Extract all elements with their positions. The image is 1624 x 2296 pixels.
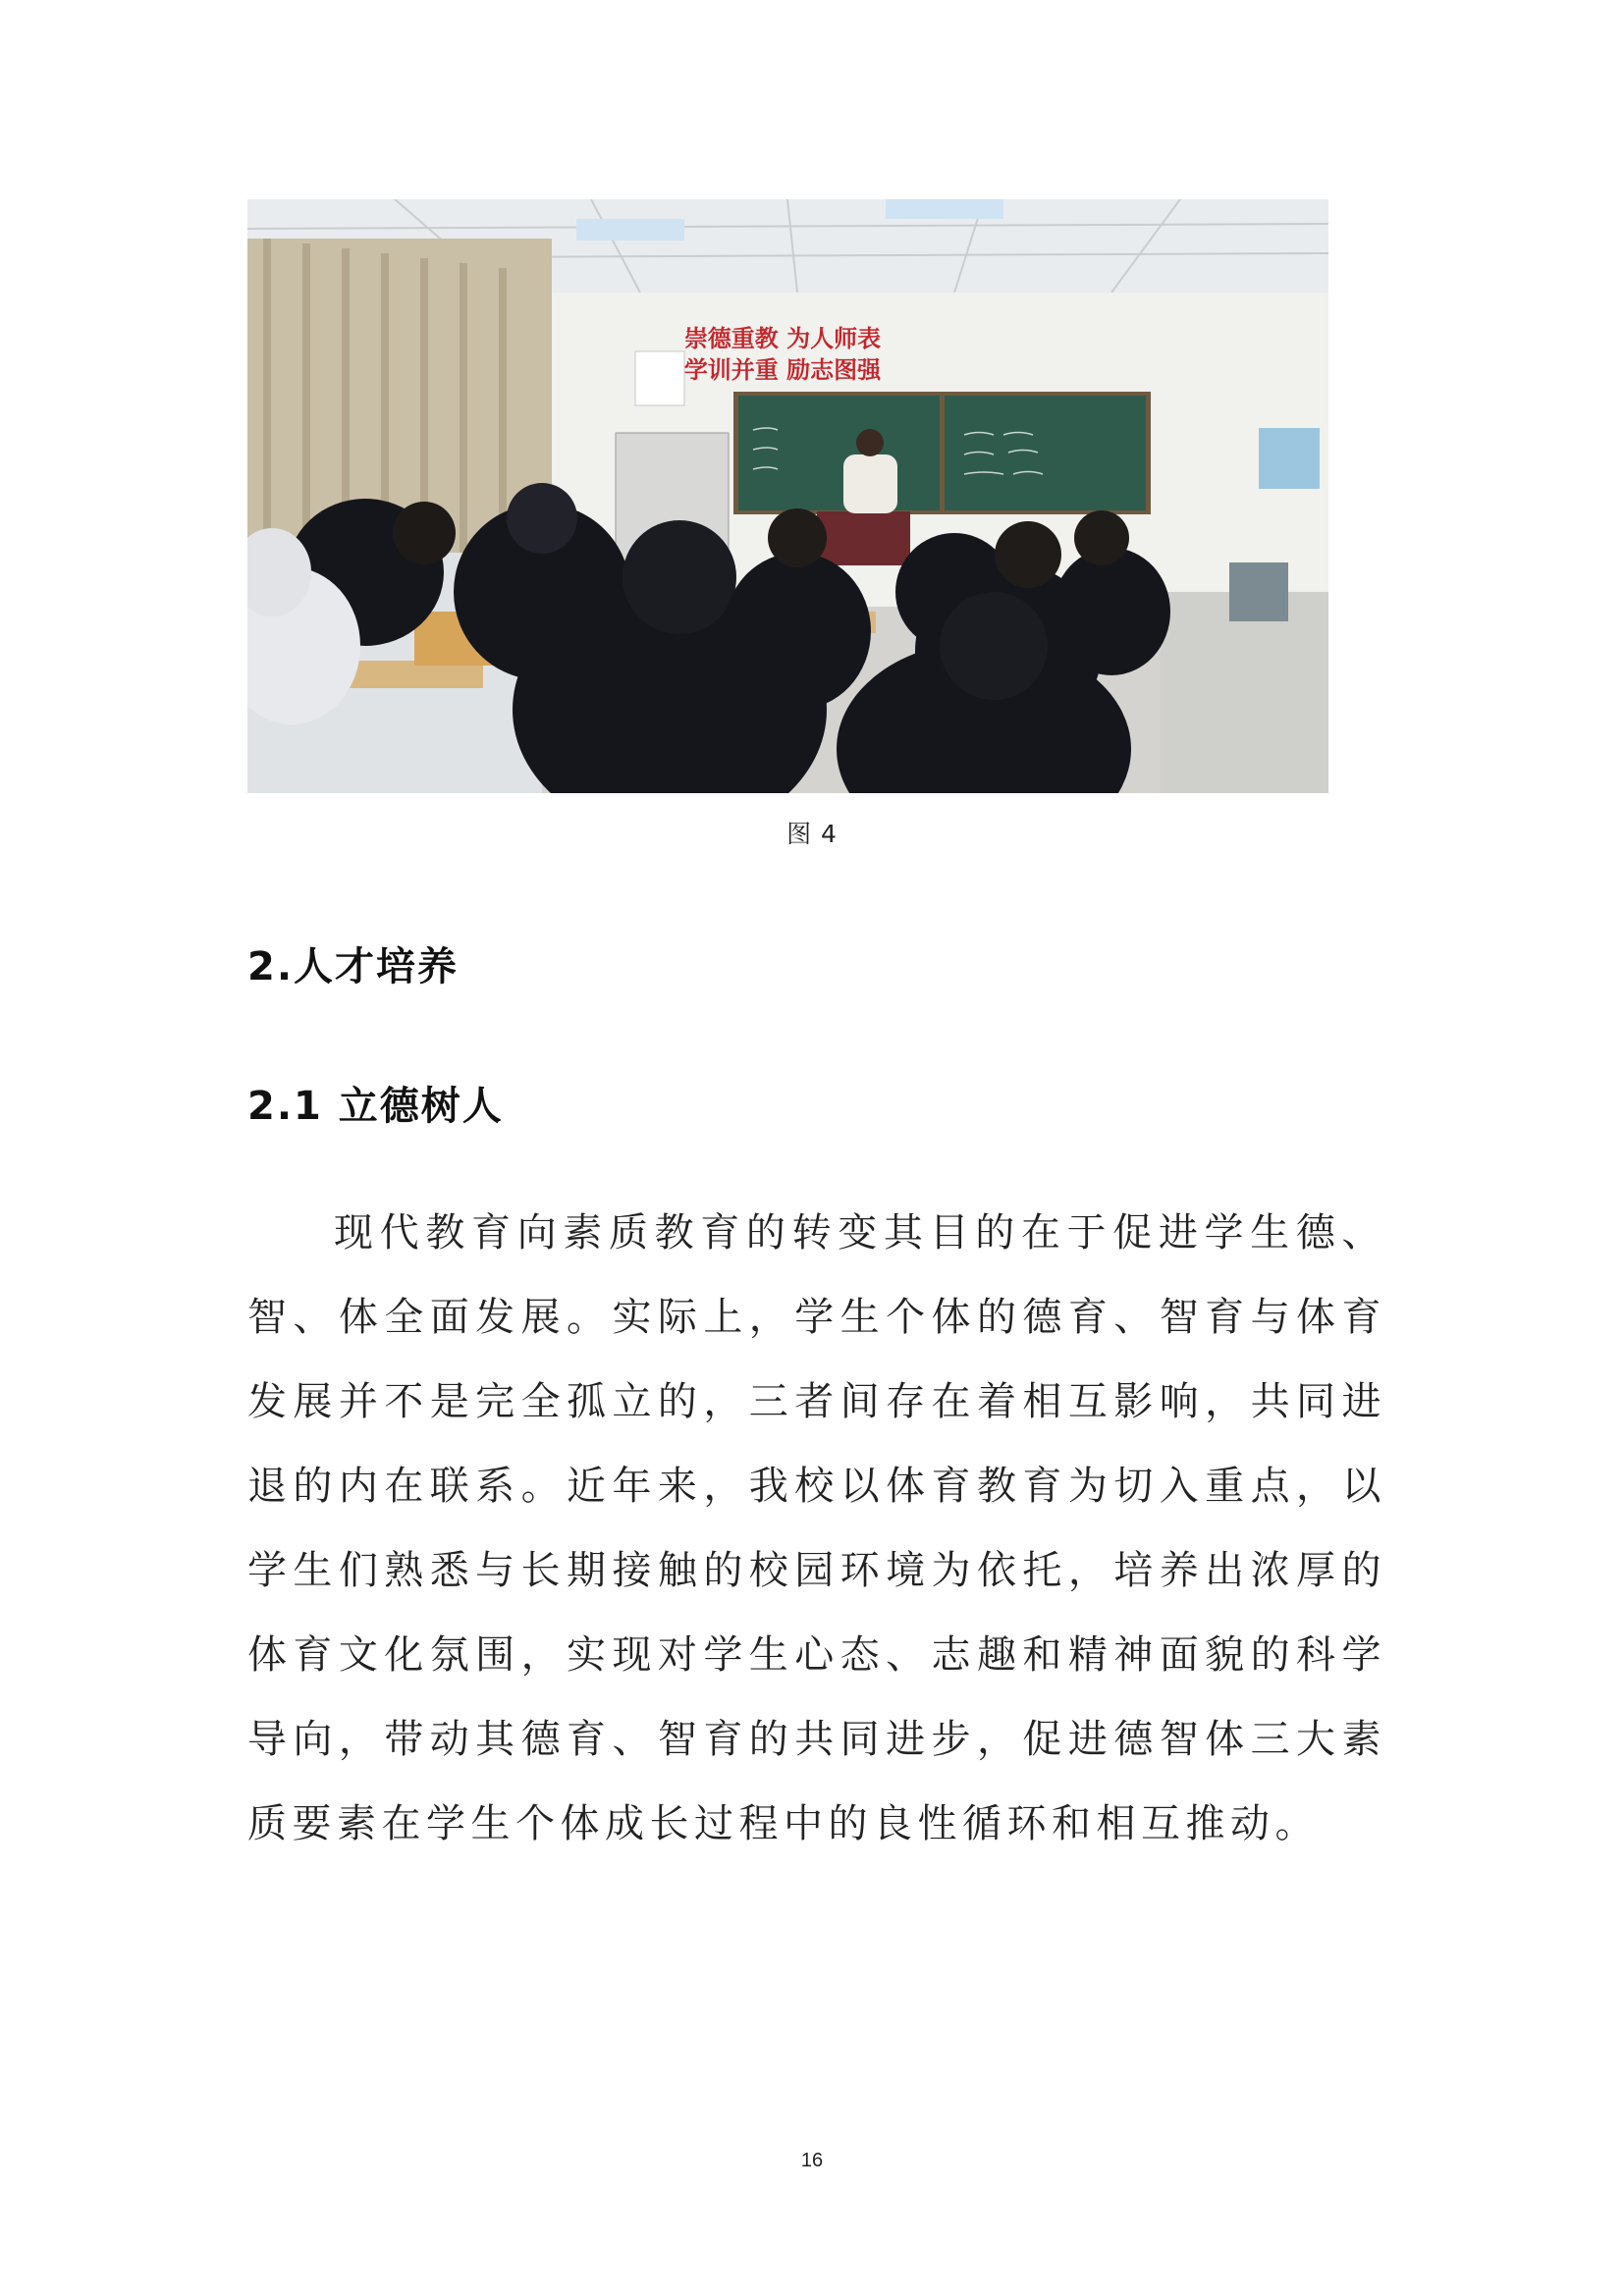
section-heading: 2.人才培养: [247, 944, 460, 989]
classroom-photo: [247, 199, 1328, 793]
body-paragraph: 现代教育向素质教育的转变其目的在于促进学生德、智、体全面发展。实际上，学生个体的德育、智育与体育发展并不是完全孤立的，三者间存在着相互影响，共同进退的内在联系。近年来，我校以体育教育为切入重点，以学生们熟悉与长期接触的校园环境为依托，培养出浓厚的体育文化氛围，实现对学生心态、志趣和精神面貌的科学导向，带动其德育、智育的共同进步，促进德智体三大素质要素在学生个体成长过程中的良性循环和相互推动。: [247, 1210, 1386, 1846]
banner-line-2: 学训并重 励志图强: [683, 355, 882, 384]
page-number: 16: [800, 2150, 824, 2171]
subsection-heading: 2.1 立德树人: [247, 1084, 504, 1129]
figure-caption: 图 4: [786, 820, 838, 848]
classroom-photo-illustration: [247, 199, 1328, 793]
banner-line-1: 崇德重教 为人师表: [683, 324, 882, 352]
